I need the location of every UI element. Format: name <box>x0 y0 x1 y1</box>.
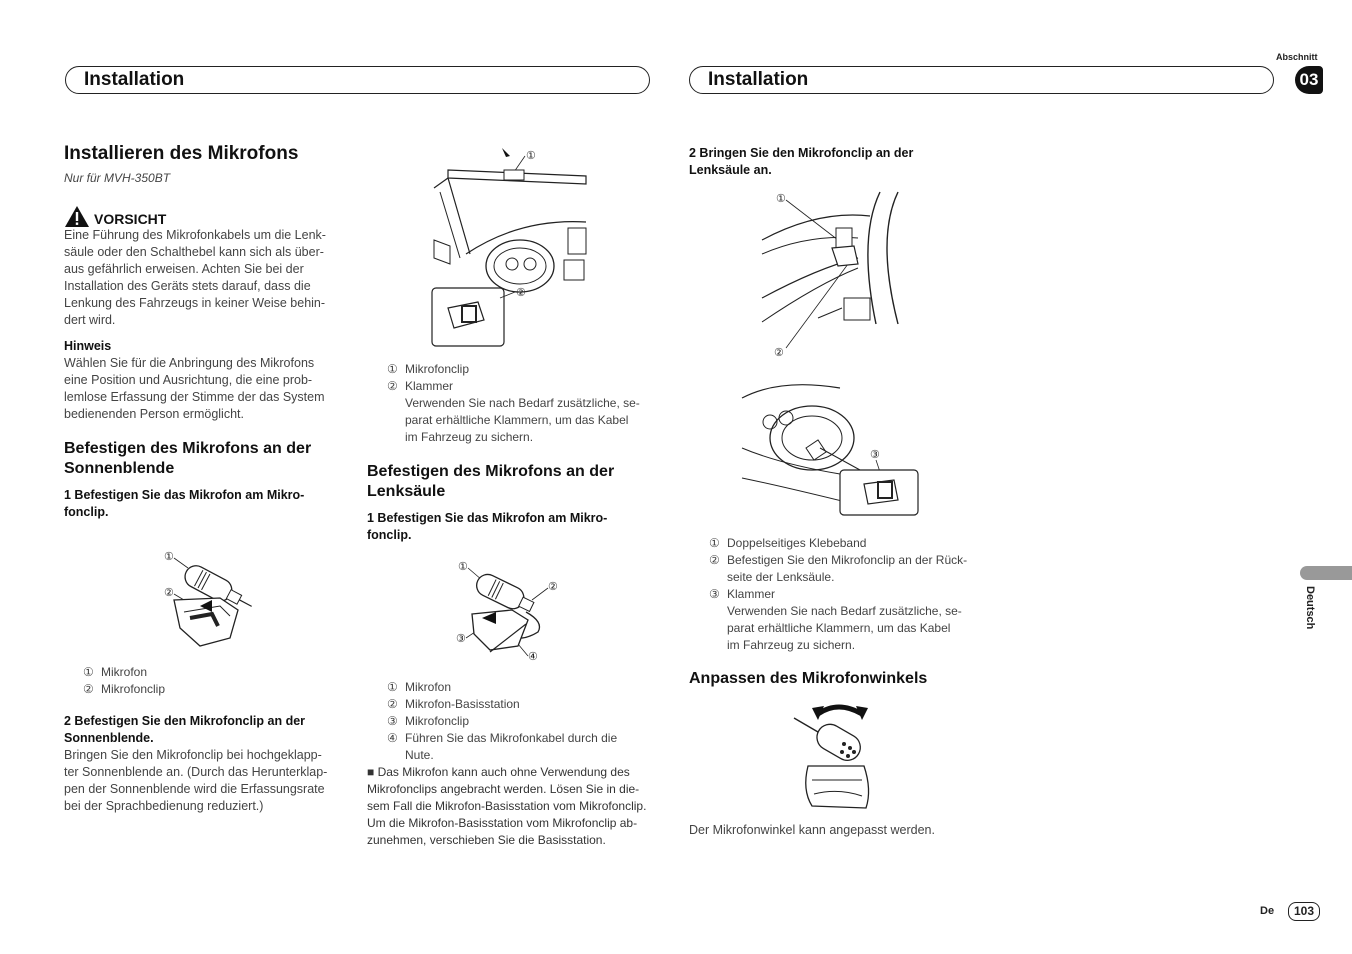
step-2 <box>64 713 354 747</box>
figure-dashboard-clamp <box>740 378 920 518</box>
step-2-steering <box>689 145 979 179</box>
callout-1: ① <box>164 551 174 563</box>
callout-2: ② <box>164 587 174 599</box>
line: ter Sonnenblende an. (Durch das Herunterklap- <box>64 765 328 779</box>
left-header-bar <box>65 66 650 94</box>
figure-car-sunvisor <box>430 148 590 348</box>
note-label: Hinweis <box>64 339 112 353</box>
footer-lang: De <box>1260 905 1275 917</box>
line: Verwenden Sie nach Bedarf zusätzliche, se- <box>405 396 640 410</box>
step-1 <box>64 487 354 521</box>
line: parat erhältliche Klammern, um das Kabel <box>405 413 629 427</box>
column-3-top <box>689 145 979 179</box>
line: Bringen Sie den Mikrofonclip bei hochgeklapp- <box>64 748 322 762</box>
left-header-title: Installation <box>84 69 185 90</box>
line: Sonnenblende <box>64 460 175 477</box>
main-title: Installieren des Mikrofons <box>64 143 299 164</box>
legend-item: ② Befestigen Sie den Mikrofonclip an der Rück- seite der Lenksäule. <box>709 552 989 586</box>
line: Lenksäule an. <box>689 163 772 177</box>
heading-steering <box>367 462 657 502</box>
line: Installation des Geräts stets darauf, dass die <box>64 279 311 293</box>
line: 1 Befestigen Sie das Mikrofon am Mikro- <box>64 488 305 502</box>
line: sem Fall die Mikrofon-Basisstation vom Mikrofonclip. <box>367 799 647 813</box>
step-2-body <box>64 747 354 815</box>
callout-3: ③ <box>870 449 880 461</box>
right-header-title: Installation <box>708 69 809 90</box>
line: 1 Befestigen Sie das Mikrofon am Mikro- <box>367 511 608 525</box>
caution-block <box>64 205 354 229</box>
caution-text <box>64 227 354 329</box>
legend-item: ① Mikrofon <box>83 665 148 679</box>
legend-item: ① Doppelseitiges Klebeband <box>709 536 867 550</box>
column-1-lower <box>64 713 354 815</box>
line: Mikrofonclips angebracht werden. Lösen Sie in die- <box>367 782 640 796</box>
fig-basestation-legend <box>387 679 647 764</box>
callout-2: ② <box>774 347 784 358</box>
figure-mic-angle <box>792 700 882 810</box>
callout-4: ④ <box>528 651 538 663</box>
line: Verwenden Sie nach Bedarf zusätzliche, se- <box>727 604 962 618</box>
fig-sunvisor-legend <box>387 361 647 446</box>
legend-item: ① Mikrofonclip <box>387 362 470 376</box>
column-3-angle <box>689 669 979 689</box>
column-2-note <box>367 764 667 849</box>
line: Nute. <box>405 748 434 762</box>
language-tab: Deutsch <box>1304 586 1316 630</box>
figure-mic-clip <box>160 548 270 658</box>
page-number: 103 <box>1288 902 1320 921</box>
line: 2 Bringen Sie den Mikrofonclip an der <box>689 146 914 160</box>
callout-3: ③ <box>456 633 466 645</box>
legend-item: ② Klammer Verwenden Sie nach Bedarf zusätzliche, se- parat erhältliche Klammern, um das Kabel im Fahrzeug zu sichern. <box>387 378 647 446</box>
callout-2: ② <box>548 581 558 593</box>
line: pen der Sonnenblende wird die Erfassungsrate <box>64 782 325 796</box>
callout-1: ① <box>526 150 536 162</box>
line: Um die Mikrofon-Basisstation vom Mikrofonclip ab- <box>367 816 638 830</box>
line: Sonnenblende. <box>64 731 154 745</box>
section-label: Abschnitt <box>1276 52 1318 62</box>
line: bedienenden Person ermöglicht. <box>64 407 244 421</box>
caution-label: VORSICHT <box>94 211 167 227</box>
line: säule oder den Schalthebel kann sich als über- <box>64 245 324 259</box>
subtitle: Nur für MVH-350BT <box>64 171 171 185</box>
line: Eine Führung des Mikrofonkabels um die Lenk- <box>64 228 326 242</box>
legend-item: ③ Mikrofonclip <box>387 714 470 728</box>
section-number-badge: 03 <box>1295 66 1323 94</box>
line: zunehmen, verschieben Sie die Basisstation. <box>367 833 606 847</box>
line: dert wird. <box>64 313 116 327</box>
line: eine Position und Ausrichtung, die eine prob- <box>64 373 313 387</box>
legend-item: ② Mikrofonclip <box>83 682 166 696</box>
line: seite der Lenksäule. <box>727 570 835 584</box>
angle-caption: Der Mikrofonwinkel kann angepasst werden. <box>689 823 935 837</box>
line: Befestigen des Mikrofons an der <box>64 440 312 457</box>
legend-item: ④ Führen Sie das Mikrofonkabel durch die Nute. <box>387 730 647 764</box>
legend-item: ① Mikrofon <box>387 680 452 694</box>
right-header-bar <box>689 66 1274 94</box>
fig-steering-legend <box>709 535 989 654</box>
line: Lenksäule <box>367 483 446 500</box>
line: aus gefährlich erweisen. Achten Sie bei der <box>64 262 304 276</box>
warning-icon <box>64 205 90 228</box>
note-text <box>64 355 354 423</box>
line: Lenkung des Fahrzeugs in keiner Weise behin- <box>64 296 326 310</box>
line: 2 Befestigen Sie den Mikrofonclip an der <box>64 714 306 728</box>
line: Wählen Sie für die Anbringung des Mikrofons <box>64 356 315 370</box>
line: im Fahrzeug zu sichern. <box>405 430 534 444</box>
column-2-mid <box>367 462 657 544</box>
figure-steering-column <box>758 188 908 358</box>
step-1-steering <box>367 510 657 544</box>
side-tab <box>1300 566 1352 580</box>
figure-mic-basestation <box>452 558 572 668</box>
line: lemlose Erfassung der Stimme der das System <box>64 390 325 404</box>
line: im Fahrzeug zu sichern. <box>727 638 856 652</box>
line: Befestigen des Mikrofons an der <box>367 463 615 480</box>
column-1 <box>64 145 354 521</box>
line: fonclip. <box>367 528 412 542</box>
callout-2: ② <box>516 287 526 299</box>
legend-item: ② Mikrofon-Basisstation <box>387 697 520 711</box>
heading-sunvisor <box>64 439 354 479</box>
legend-item: ③ Klammer Verwenden Sie nach Bedarf zusätzliche, se- parat erhältliche Klammern, um das Kabel im Fahrzeug zu sichern. <box>709 586 989 654</box>
fig1-legend <box>83 664 323 698</box>
heading-angle: Anpassen des Mikrofonwinkels <box>689 670 928 687</box>
callout-1: ① <box>776 193 786 205</box>
line: bei der Sprachbedienung reduziert.) <box>64 799 264 813</box>
line: fonclip. <box>64 505 109 519</box>
line: ■ Das Mikrofon kann auch ohne Verwendung des <box>367 765 630 779</box>
callout-1: ① <box>458 561 468 573</box>
line: parat erhältliche Klammern, um das Kabel <box>727 621 951 635</box>
